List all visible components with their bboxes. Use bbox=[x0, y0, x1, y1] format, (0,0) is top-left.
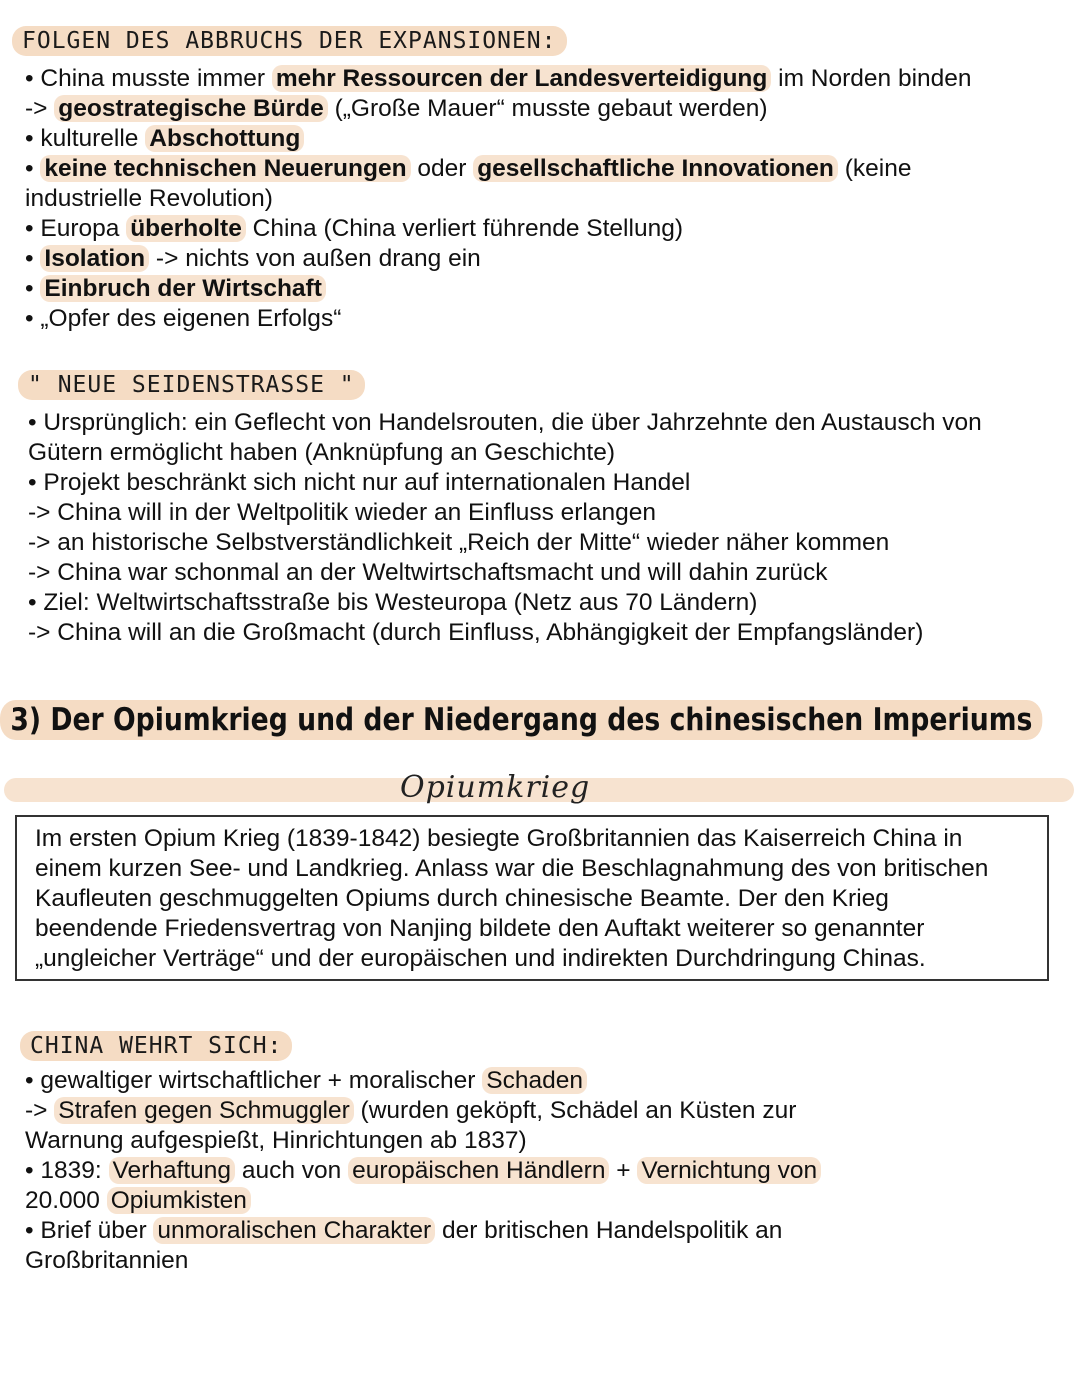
text-span: • gewaltiger wirtschaftlicher + moralischer bbox=[25, 1067, 483, 1094]
text-span: auch von bbox=[235, 1157, 349, 1184]
text-line bbox=[28, 588, 1068, 618]
text-span: Warnung aufgespießt, Hinrichtungen ab 1837) bbox=[25, 1127, 527, 1154]
text-line bbox=[25, 274, 1065, 304]
text-line bbox=[35, 884, 1045, 914]
text-span: industrielle Revolution) bbox=[25, 185, 273, 212]
text-span: • Ziel: Weltwirtschaftsstraße bis Westeuropa (Netz aus 70 Ländern) bbox=[28, 589, 758, 616]
text-line bbox=[28, 558, 1068, 588]
opiumkrieg-textbox bbox=[15, 815, 1049, 981]
text-line bbox=[28, 618, 1068, 648]
chapter-title-text: 3) Der Opiumkrieg und der Niedergang des chinesischen Imperiums bbox=[0, 700, 1043, 740]
highlighted-text: Einbruch der Wirtschaft bbox=[40, 275, 325, 302]
text-span: Gütern ermöglicht haben (Anknüpfung an Geschichte) bbox=[28, 439, 615, 466]
text-span: Im ersten Opium Krieg (1839-1842) besiegte Großbritannien das Kaiserreich China in bbox=[35, 825, 963, 852]
highlighted-text: europäischen Händlern bbox=[348, 1157, 609, 1184]
text-span: • 1839: bbox=[25, 1157, 109, 1184]
china-wehrt-list bbox=[25, 1066, 1065, 1276]
text-span: -> China war schonmal an der Weltwirtschaftsmacht und will dahin zurück bbox=[28, 559, 828, 586]
seidenstrasse-list bbox=[28, 408, 1068, 648]
highlighted-text: Opiumkisten bbox=[107, 1187, 251, 1214]
text-span: China (China verliert führende Stellung) bbox=[245, 215, 683, 242]
highlighted-text: Verhaftung bbox=[109, 1157, 236, 1184]
highlighted-text: keine technischen Neuerungen bbox=[40, 155, 410, 182]
highlighted-text: mehr Ressourcen der Landesverteidigung bbox=[272, 65, 772, 92]
text-span: • kulturelle bbox=[25, 125, 146, 152]
text-line bbox=[28, 528, 1068, 558]
section-heading-seidenstrasse-text: " NEUE SEIDENSTRASSE " bbox=[18, 370, 365, 400]
section-heading-seidenstrasse bbox=[18, 372, 365, 398]
text-line bbox=[28, 468, 1068, 498]
chapter-title bbox=[0, 702, 1043, 738]
text-span: -> China will an die Großmacht (durch Einfluss, Abhängigkeit der Empfangsländer) bbox=[28, 619, 924, 646]
text-span: (keine bbox=[837, 155, 912, 182]
text-line bbox=[25, 1246, 1065, 1276]
highlighted-text: unmoralischen Charakter bbox=[153, 1217, 435, 1244]
text-line bbox=[25, 1066, 1065, 1096]
text-span: -> nichts von außen drang ein bbox=[149, 245, 481, 272]
text-line bbox=[25, 214, 1065, 244]
section-heading-folgen bbox=[12, 28, 567, 54]
text-span: im Norden binden bbox=[771, 65, 972, 92]
highlighted-text: geostrategische Bürde bbox=[54, 95, 328, 122]
text-line bbox=[25, 64, 1065, 94]
text-line bbox=[35, 914, 1045, 944]
text-line bbox=[25, 184, 1065, 214]
text-line bbox=[28, 498, 1068, 528]
text-span: beendende Friedensvertrag von Nanjing bildete den Auftakt weiterer so genannter bbox=[35, 915, 925, 942]
highlighted-text: Strafen gegen Schmuggler bbox=[54, 1097, 353, 1124]
text-span: (wurden geköpft, Schädel an Küsten zur bbox=[353, 1097, 797, 1124]
text-span: „ungleicher Verträge“ und der europäischen und indirekten Durchdringung Chinas. bbox=[35, 945, 926, 972]
section-heading-china-wehrt bbox=[20, 1033, 292, 1059]
folgen-list bbox=[25, 64, 1065, 334]
text-line bbox=[25, 1186, 1065, 1216]
text-line bbox=[25, 304, 1065, 334]
text-span: • bbox=[25, 155, 41, 182]
text-span: • bbox=[25, 275, 41, 302]
text-span: -> bbox=[25, 1097, 55, 1124]
text-span: • Projekt beschränkt sich nicht nur auf internationalen Handel bbox=[28, 469, 691, 496]
text-line bbox=[25, 1126, 1065, 1156]
text-span: („Große Mauer“ musste gebaut werden) bbox=[327, 95, 768, 122]
text-line bbox=[25, 1096, 1065, 1126]
text-span: • bbox=[25, 245, 41, 272]
highlighted-text: Vernichtung von bbox=[637, 1157, 821, 1184]
text-span: + bbox=[609, 1157, 638, 1184]
text-line bbox=[28, 408, 1068, 438]
text-span: Kaufleuten geschmuggelten Opiums durch chinesische Beamte. Der den Krieg bbox=[35, 885, 889, 912]
text-line bbox=[25, 1156, 1065, 1186]
text-line bbox=[28, 438, 1068, 468]
highlighted-text: Abschottung bbox=[145, 125, 304, 152]
text-line bbox=[35, 824, 1045, 854]
text-line bbox=[35, 854, 1045, 884]
highlighted-text: gesellschaftliche Innovationen bbox=[473, 155, 838, 182]
text-line bbox=[25, 154, 1065, 184]
highlighted-text: überholte bbox=[126, 215, 246, 242]
text-span: -> bbox=[25, 95, 55, 122]
text-span: • China musste immer bbox=[25, 65, 272, 92]
text-line bbox=[25, 94, 1065, 124]
text-line bbox=[25, 244, 1065, 274]
text-span: • „Opfer des eigenen Erfolgs“ bbox=[25, 305, 342, 332]
text-span: der britischen Handelspolitik an bbox=[435, 1217, 783, 1244]
opiumkrieg-text bbox=[35, 824, 1045, 974]
text-line bbox=[25, 1216, 1065, 1246]
text-span: -> China will in der Weltpolitik wieder an Einfluss erlangen bbox=[28, 499, 657, 526]
text-span: • Brief über bbox=[25, 1217, 154, 1244]
text-span: • Ursprünglich: ein Geflecht von Handelsrouten, die über Jahrzehnte den Austausch von bbox=[28, 409, 982, 436]
text-line bbox=[25, 124, 1065, 154]
highlighted-text: Isolation bbox=[40, 245, 149, 272]
section-heading-china-wehrt-text: CHINA WEHRT SICH: bbox=[20, 1031, 292, 1061]
opiumkrieg-subtitle: Opiumkrieg bbox=[400, 770, 591, 805]
text-span: 20.000 bbox=[25, 1187, 107, 1214]
text-span: Großbritannien bbox=[25, 1247, 189, 1274]
text-span: • Europa bbox=[25, 215, 127, 242]
section-heading-folgen-text: FOLGEN DES ABBRUCHS DER EXPANSIONEN: bbox=[12, 26, 567, 56]
text-line bbox=[35, 944, 1045, 974]
highlighted-text: Schaden bbox=[482, 1067, 587, 1094]
text-span: einem kurzen See- und Landkrieg. Anlass war die Beschlagnahmung des von britischen bbox=[35, 855, 989, 882]
text-span: -> an historische Selbstverständlichkeit „Reich der Mitte“ wieder näher kommen bbox=[28, 529, 890, 556]
text-span: oder bbox=[410, 155, 474, 182]
